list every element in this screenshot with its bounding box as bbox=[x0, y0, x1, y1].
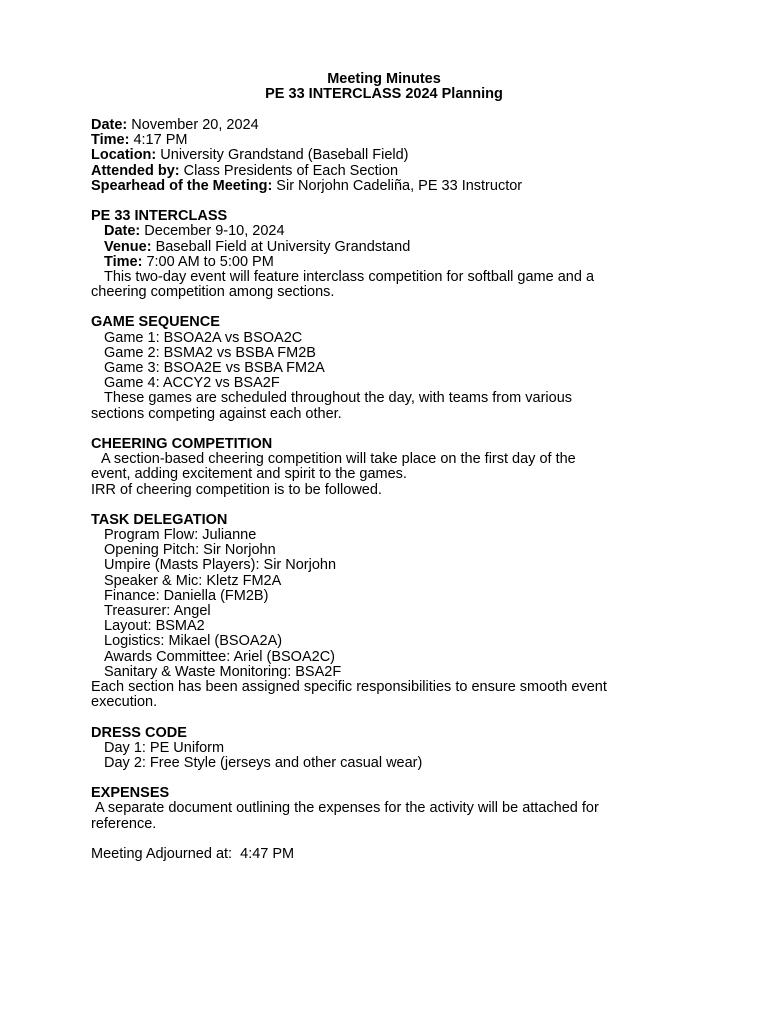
interclass-desc-line-1: This two-day event will feature interclass competition for softball game and a bbox=[104, 268, 595, 285]
meta-time bbox=[91, 133, 691, 148]
spacer bbox=[91, 771, 691, 786]
interclass-venue-label: Venue: bbox=[104, 238, 152, 255]
task-item: Umpire (Masts Players): Sir Norjohn bbox=[104, 557, 337, 574]
meta-attended bbox=[91, 164, 691, 179]
meta-spearhead-label: Spearhead of the Meeting: bbox=[91, 177, 273, 194]
task-item: Opening Pitch: Sir Norjohn bbox=[104, 542, 276, 559]
game-item: Game 3: BSOA2E vs BSBA FM2A bbox=[104, 360, 325, 376]
section-heading-task-delegation: TASK DELEGATION bbox=[91, 511, 228, 528]
spacer bbox=[91, 710, 691, 725]
cheering-line-2: event, adding excitement and spirit to the games. bbox=[91, 466, 407, 483]
task-note-line-2: execution. bbox=[91, 694, 158, 711]
game-item: Game 1: BSOA2A vs BSOA2C bbox=[104, 329, 303, 346]
meeting-adjourned: Meeting Adjourned at: 4:47 PM bbox=[91, 846, 295, 862]
section-heading-dress-code: DRESS CODE bbox=[91, 724, 187, 741]
interclass-date-label: Date: bbox=[104, 223, 141, 240]
meta-location bbox=[91, 148, 691, 163]
section-heading-game-sequence: GAME SEQUENCE bbox=[91, 314, 220, 331]
interclass-time bbox=[91, 255, 691, 270]
section-heading-cheering: CHEERING COMPETITION bbox=[91, 435, 273, 452]
meta-spearhead-value: Sir Norjohn Cadeliña, PE 33 Instructor bbox=[272, 177, 523, 194]
spacer bbox=[91, 498, 691, 513]
interclass-desc-line-2: cheering competition among sections. bbox=[91, 284, 335, 301]
meta-time-value: 4:17 PM bbox=[129, 132, 188, 149]
section-heading-interclass: PE 33 INTERCLASS bbox=[91, 208, 228, 225]
task-item: Layout: BSMA2 bbox=[104, 618, 205, 635]
meta-spearhead bbox=[91, 179, 691, 194]
dress-code-item: Day 1: PE Uniform bbox=[104, 739, 225, 756]
game-note-line-2: sections competing against each other. bbox=[91, 405, 342, 422]
spacer bbox=[91, 422, 691, 437]
meta-location-label: Location: bbox=[91, 147, 157, 164]
meta-attended-label: Attended by: bbox=[91, 162, 180, 179]
game-item: Game 2: BSMA2 vs BSBA FM2B bbox=[104, 344, 316, 361]
task-item: Treasurer: Angel bbox=[104, 603, 211, 619]
section-heading-expenses: EXPENSES bbox=[91, 785, 170, 802]
cheering-line-1: A section-based cheering competition will take place on the first day of the bbox=[101, 451, 576, 468]
spacer bbox=[91, 300, 691, 315]
task-item: Program Flow: Julianne bbox=[104, 527, 257, 544]
expenses-line-2: reference. bbox=[91, 815, 157, 832]
title-line-2: PE 33 INTERCLASS 2024 Planning bbox=[265, 86, 503, 103]
game-item: Game 4: ACCY2 vs BSA2F bbox=[104, 375, 280, 392]
spacer bbox=[91, 194, 691, 209]
cheering-line-3: IRR of cheering competition is to be followed. bbox=[91, 481, 382, 498]
meta-date-label: Date: bbox=[91, 117, 128, 133]
task-item: Awards Committee: Ariel (BSOA2C) bbox=[104, 648, 335, 665]
dress-code-item: Day 2: Free Style (jerseys and other casual wear) bbox=[104, 754, 423, 771]
interclass-time-value: 7:00 AM to 5:00 PM bbox=[142, 253, 274, 270]
meta-attended-value: Class Presidents of Each Section bbox=[179, 162, 399, 179]
meta-location-value: University Grandstand (Baseball Field) bbox=[156, 147, 409, 164]
meta-date-value: November 20, 2024 bbox=[127, 117, 259, 133]
document-title bbox=[0, 72, 768, 102]
interclass-date-value: December 9-10, 2024 bbox=[140, 223, 285, 240]
document-body bbox=[91, 118, 691, 862]
task-item: Finance: Daniella (FM2B) bbox=[104, 587, 269, 604]
meta-date bbox=[91, 118, 691, 133]
game-note-line-1: These games are scheduled throughout the day, with teams from various bbox=[104, 390, 573, 407]
meta-time-label: Time: bbox=[91, 132, 130, 149]
interclass-time-label: Time: bbox=[104, 253, 143, 270]
interclass-venue-value: Baseball Field at University Grandstand bbox=[151, 238, 411, 255]
interclass-date bbox=[91, 224, 691, 239]
task-item: Speaker & Mic: Kletz FM2A bbox=[104, 572, 282, 589]
expenses-line-1: A separate document outlining the expenses for the activity will be attached for bbox=[95, 800, 599, 817]
title-line-1: Meeting Minutes bbox=[327, 71, 441, 87]
task-note-line-1: Each section has been assigned specific responsibilities to ensure smooth event bbox=[91, 678, 607, 695]
task-item: Sanitary & Waste Monitoring: BSA2F bbox=[104, 663, 342, 680]
interclass-venue bbox=[91, 240, 691, 255]
task-item: Logistics: Mikael (BSOA2A) bbox=[104, 633, 283, 650]
spacer bbox=[91, 832, 691, 847]
